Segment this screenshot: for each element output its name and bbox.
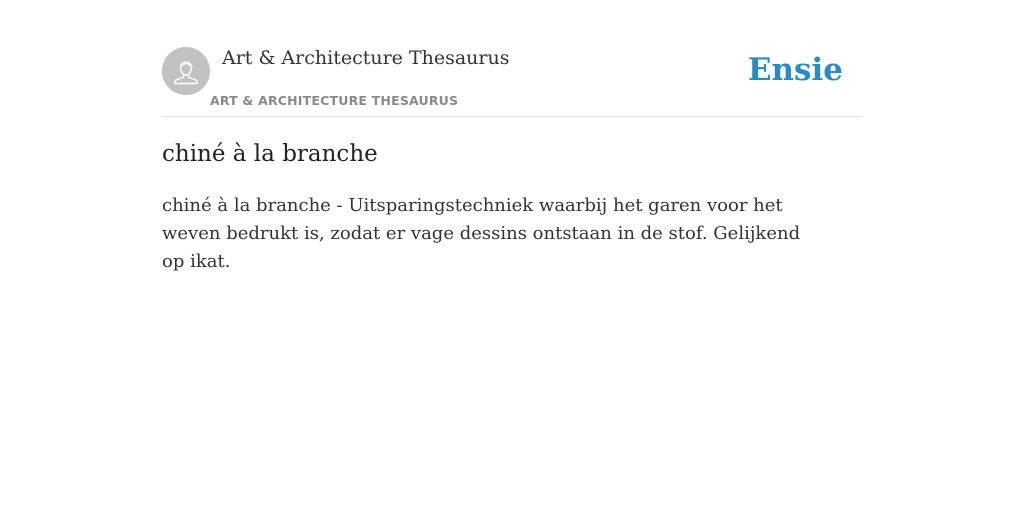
entry-header — [162, 46, 862, 117]
term-definition: chiné à la branche - Uitsparingstechniek waarbij het garen voor het weven bedrukt is, zodat er vage dessins ontstaan in de stof. Gelijkend op ikat. — [162, 195, 801, 272]
ensie-logo[interactable]: Ensie — [747, 52, 843, 88]
source-title-link[interactable]: Art & Architecture Thesaurus — [222, 47, 510, 69]
user-silhouette-icon — [162, 47, 210, 95]
term-title: chiné à la branche — [162, 141, 378, 167]
source-subtitle-link[interactable]: ART & ARCHITECTURE THESAURUS — [210, 93, 459, 108]
source-avatar[interactable] — [162, 47, 210, 95]
